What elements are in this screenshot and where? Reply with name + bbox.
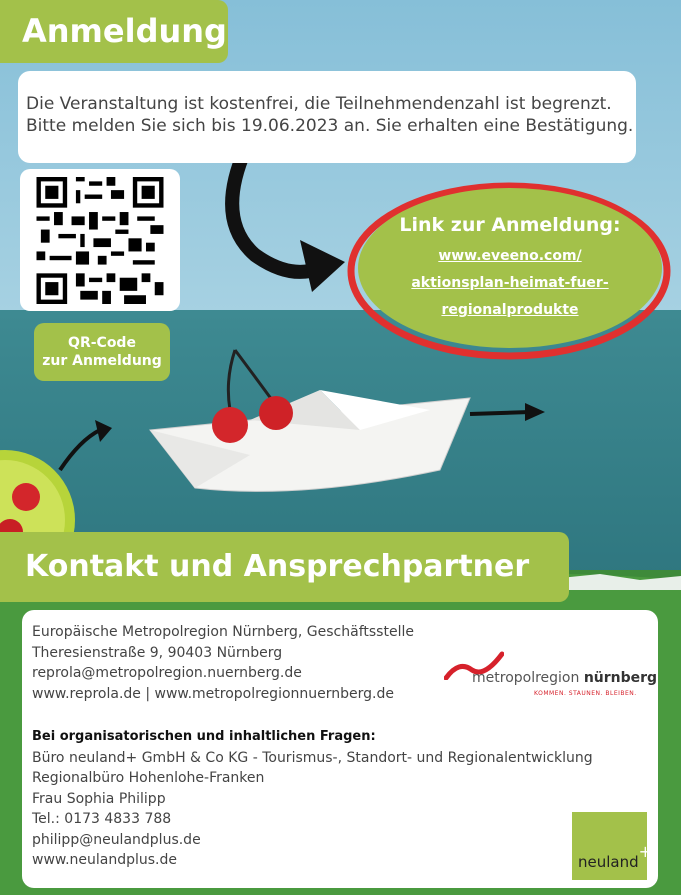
qr-code-label (34, 323, 170, 381)
registration-url-line-1[interactable]: www.eveeno.com/ (438, 248, 582, 264)
contact-card (22, 610, 658, 888)
neuland-logo (572, 812, 653, 880)
contact-person: Frau Sophia Philipp (32, 790, 166, 807)
contact-office: Büro neuland+ GmbH & Co KG - Tourismus-, Standort- und Regionalentwicklung (32, 749, 593, 766)
contact-org: Europäische Metropolregion Nürnberg, Geschäftsstelle (32, 624, 414, 640)
qr-label-line-2: zur Anmeldung (42, 353, 162, 369)
contact-web[interactable]: www.reprola.de | www.metropolregionnuernberg.de (32, 685, 394, 702)
neuland-plus: + (638, 842, 653, 861)
contact-person-email[interactable]: philipp@neulandplus.de (32, 831, 201, 848)
contact-email[interactable]: reprola@metropolregion.nuernberg.de (32, 665, 302, 681)
contact-branch: Regionalbüro Hohenlohe-Franken (32, 770, 265, 786)
intro-card (18, 71, 636, 163)
metropol-tagline: KOMMEN. STAUNEN. BLEIBEN. (534, 690, 637, 697)
registration-url-line-3[interactable]: regionalprodukte (441, 302, 579, 318)
qr-code-card (20, 169, 180, 311)
contact-person-web[interactable]: www.neulandplus.de (32, 852, 177, 868)
contact-section-title: Kontakt und Ansprechpartner (0, 532, 569, 602)
intro-line-2-pre: Bitte melden Sie sich bis (26, 116, 242, 136)
intro-line-1: Die Veranstaltung ist kostenfrei, die Teilnehmendenzahl ist begrenzt. (26, 94, 612, 114)
intro-line-2 (26, 115, 636, 137)
registration-url-line-2[interactable]: aktionsplan-heimat-fuer- (411, 275, 609, 291)
metropolregion-logo (444, 650, 658, 705)
metropol-name: metropolregion (472, 670, 580, 686)
registration-link-block (380, 212, 640, 324)
metropol-city: nürnberg (583, 670, 658, 686)
neuland-text: neuland (578, 853, 639, 871)
qr-label-line-1: QR-Code (68, 335, 136, 351)
page-title: Anmeldung (0, 0, 228, 63)
registration-link-heading: Link zur Anmeldung: (399, 214, 621, 236)
questions-heading: Bei organisatorischen und inhaltlichen Fragen: (32, 729, 376, 744)
deadline-date: 19.06.2023 (241, 116, 339, 136)
qr-code-image[interactable] (35, 177, 165, 304)
contact-address: Theresienstraße 9, 90403 Nürnberg (32, 644, 283, 661)
intro-line-2-post: an. Sie erhalten eine Bestätigung. (338, 116, 634, 136)
contact-phone: Tel.: 0173 4833 788 (32, 811, 172, 827)
